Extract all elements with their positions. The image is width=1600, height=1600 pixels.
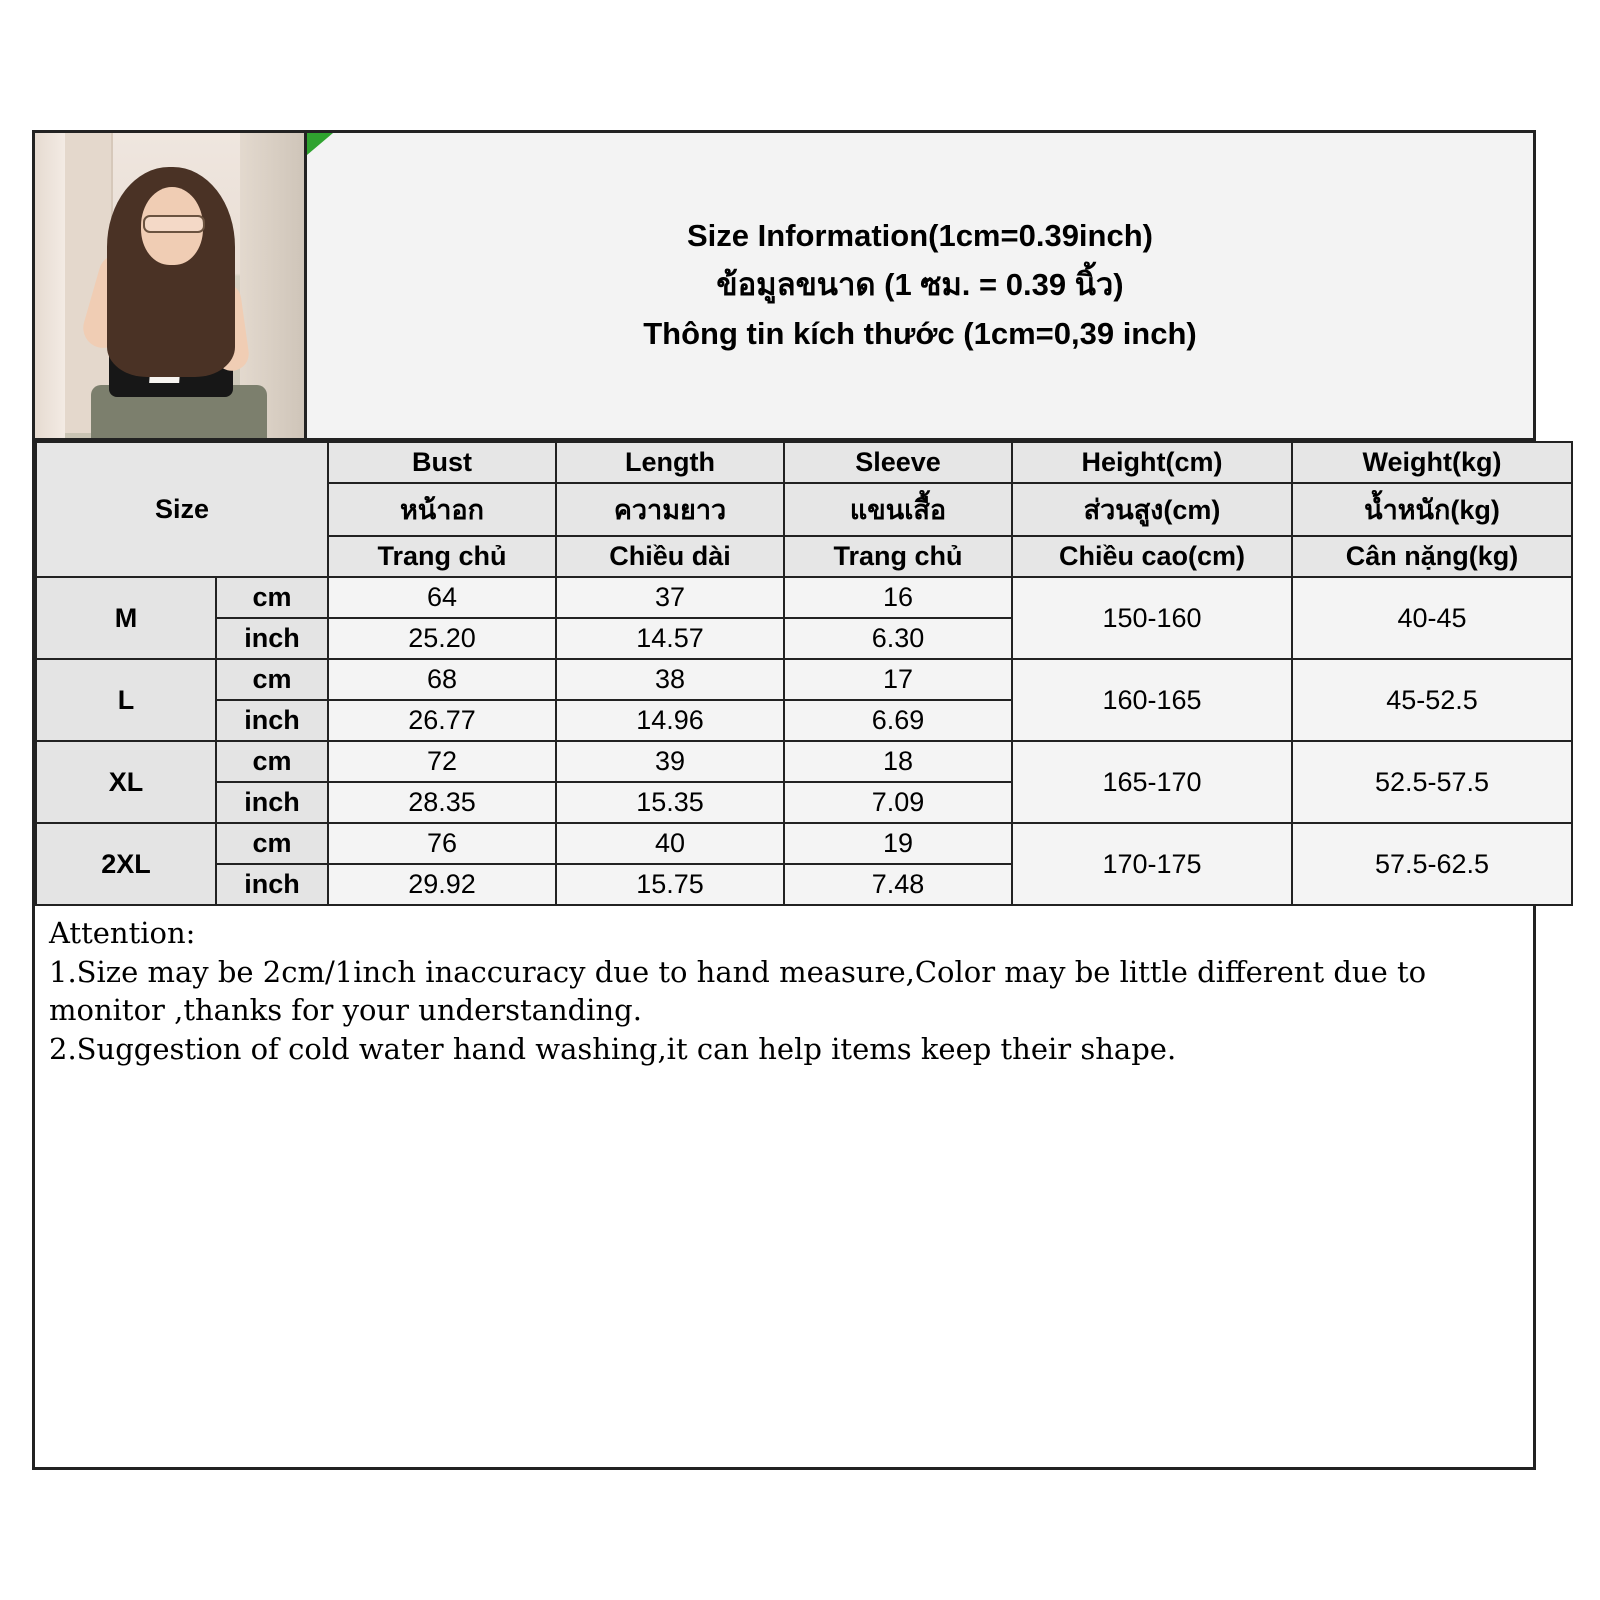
col-length-en: Length xyxy=(556,442,784,483)
l-sleeve-inch: 6.69 xyxy=(784,700,1012,741)
title-line-th: ข้อมูลขนาด (1 ซม. = 0.39 นิ้ว) xyxy=(716,267,1124,303)
col-weight-en: Weight(kg) xyxy=(1292,442,1572,483)
title-block xyxy=(307,133,1533,438)
col-length-vi: Chiều dài xyxy=(556,536,784,577)
col-height-en: Height(cm) xyxy=(1012,442,1292,483)
xl-sleeve-cm: 18 xyxy=(784,741,1012,782)
xxl-length-cm: 40 xyxy=(556,823,784,864)
m-length-inch: 14.57 xyxy=(556,618,784,659)
col-sleeve-vi: Trang chủ xyxy=(784,536,1012,577)
table-row xyxy=(36,659,1572,700)
product-photo xyxy=(35,133,307,438)
xxl-sleeve-inch: 7.48 xyxy=(784,864,1012,905)
xl-bust-inch: 28.35 xyxy=(328,782,556,823)
xl-length-cm: 39 xyxy=(556,741,784,782)
l-bust-inch: 26.77 xyxy=(328,700,556,741)
l-length-inch: 14.96 xyxy=(556,700,784,741)
size-header-cell: Size xyxy=(36,442,328,577)
col-bust-th: หน้าอก xyxy=(328,483,556,536)
unit-cm: cm xyxy=(216,741,328,782)
green-triangle-icon xyxy=(307,133,333,155)
xl-sleeve-inch: 7.09 xyxy=(784,782,1012,823)
xl-weight: 52.5-57.5 xyxy=(1292,741,1572,823)
table-row xyxy=(36,741,1572,782)
col-weight-vi: Cân nặng(kg) xyxy=(1292,536,1572,577)
title-line-en: Size Information(1cm=0.39inch) xyxy=(687,218,1153,254)
col-length-th: ความยาว xyxy=(556,483,784,536)
xxl-bust-cm: 76 xyxy=(328,823,556,864)
table-row xyxy=(36,577,1572,618)
attention-heading: Attention: xyxy=(49,916,196,950)
row-size-2xl: 2XL xyxy=(36,823,216,905)
m-length-cm: 37 xyxy=(556,577,784,618)
table-row xyxy=(36,823,1572,864)
col-height-vi: Chiều cao(cm) xyxy=(1012,536,1292,577)
unit-cm: cm xyxy=(216,823,328,864)
title-line-vi: Thông tin kích thước (1cm=0,39 inch) xyxy=(643,315,1197,351)
xxl-height: 170-175 xyxy=(1012,823,1292,905)
m-weight: 40-45 xyxy=(1292,577,1572,659)
col-height-th: ส่วนสูง(cm) xyxy=(1012,483,1292,536)
attention-line-2: monitor ,thanks for your understanding. xyxy=(49,993,642,1028)
l-sleeve-cm: 17 xyxy=(784,659,1012,700)
unit-inch: inch xyxy=(216,700,328,741)
xl-height: 165-170 xyxy=(1012,741,1292,823)
xxl-sleeve-cm: 19 xyxy=(784,823,1012,864)
unit-cm: cm xyxy=(216,577,328,618)
m-sleeve-cm: 16 xyxy=(784,577,1012,618)
m-bust-inch: 25.20 xyxy=(328,618,556,659)
row-size-xl: XL xyxy=(36,741,216,823)
attention-line-1: 1.Size may be 2cm/1inch inaccuracy due to hand measure,Color may be little different due to xyxy=(49,954,1427,989)
unit-inch: inch xyxy=(216,864,328,905)
xxl-weight: 57.5-62.5 xyxy=(1292,823,1572,905)
photo-image xyxy=(35,133,304,438)
row-size-m: M xyxy=(36,577,216,659)
l-height: 160-165 xyxy=(1012,659,1292,741)
size-table xyxy=(35,441,1573,906)
unit-inch: inch xyxy=(216,782,328,823)
xxl-length-inch: 15.75 xyxy=(556,864,784,905)
size-chart-frame xyxy=(32,130,1536,1470)
l-length-cm: 38 xyxy=(556,659,784,700)
attention-line-3: 2.Suggestion of cold water hand washing,it can help items keep their shape. xyxy=(49,1031,1177,1066)
xl-length-inch: 15.35 xyxy=(556,782,784,823)
col-weight-th: น้ำหนัก(kg) xyxy=(1292,483,1572,536)
xxl-bust-inch: 29.92 xyxy=(328,864,556,905)
col-sleeve-en: Sleeve xyxy=(784,442,1012,483)
col-sleeve-th: แขนเสื้อ xyxy=(784,483,1012,536)
attention-note xyxy=(35,906,1533,1078)
col-bust-en: Bust xyxy=(328,442,556,483)
table-header-row-en xyxy=(36,442,1572,483)
l-weight: 45-52.5 xyxy=(1292,659,1572,741)
col-bust-vi: Trang chủ xyxy=(328,536,556,577)
row-size-l: L xyxy=(36,659,216,741)
chart-header xyxy=(35,133,1533,441)
xl-bust-cm: 72 xyxy=(328,741,556,782)
unit-inch: inch xyxy=(216,618,328,659)
l-bust-cm: 68 xyxy=(328,659,556,700)
m-bust-cm: 64 xyxy=(328,577,556,618)
unit-cm: cm xyxy=(216,659,328,700)
m-sleeve-inch: 6.30 xyxy=(784,618,1012,659)
m-height: 150-160 xyxy=(1012,577,1292,659)
